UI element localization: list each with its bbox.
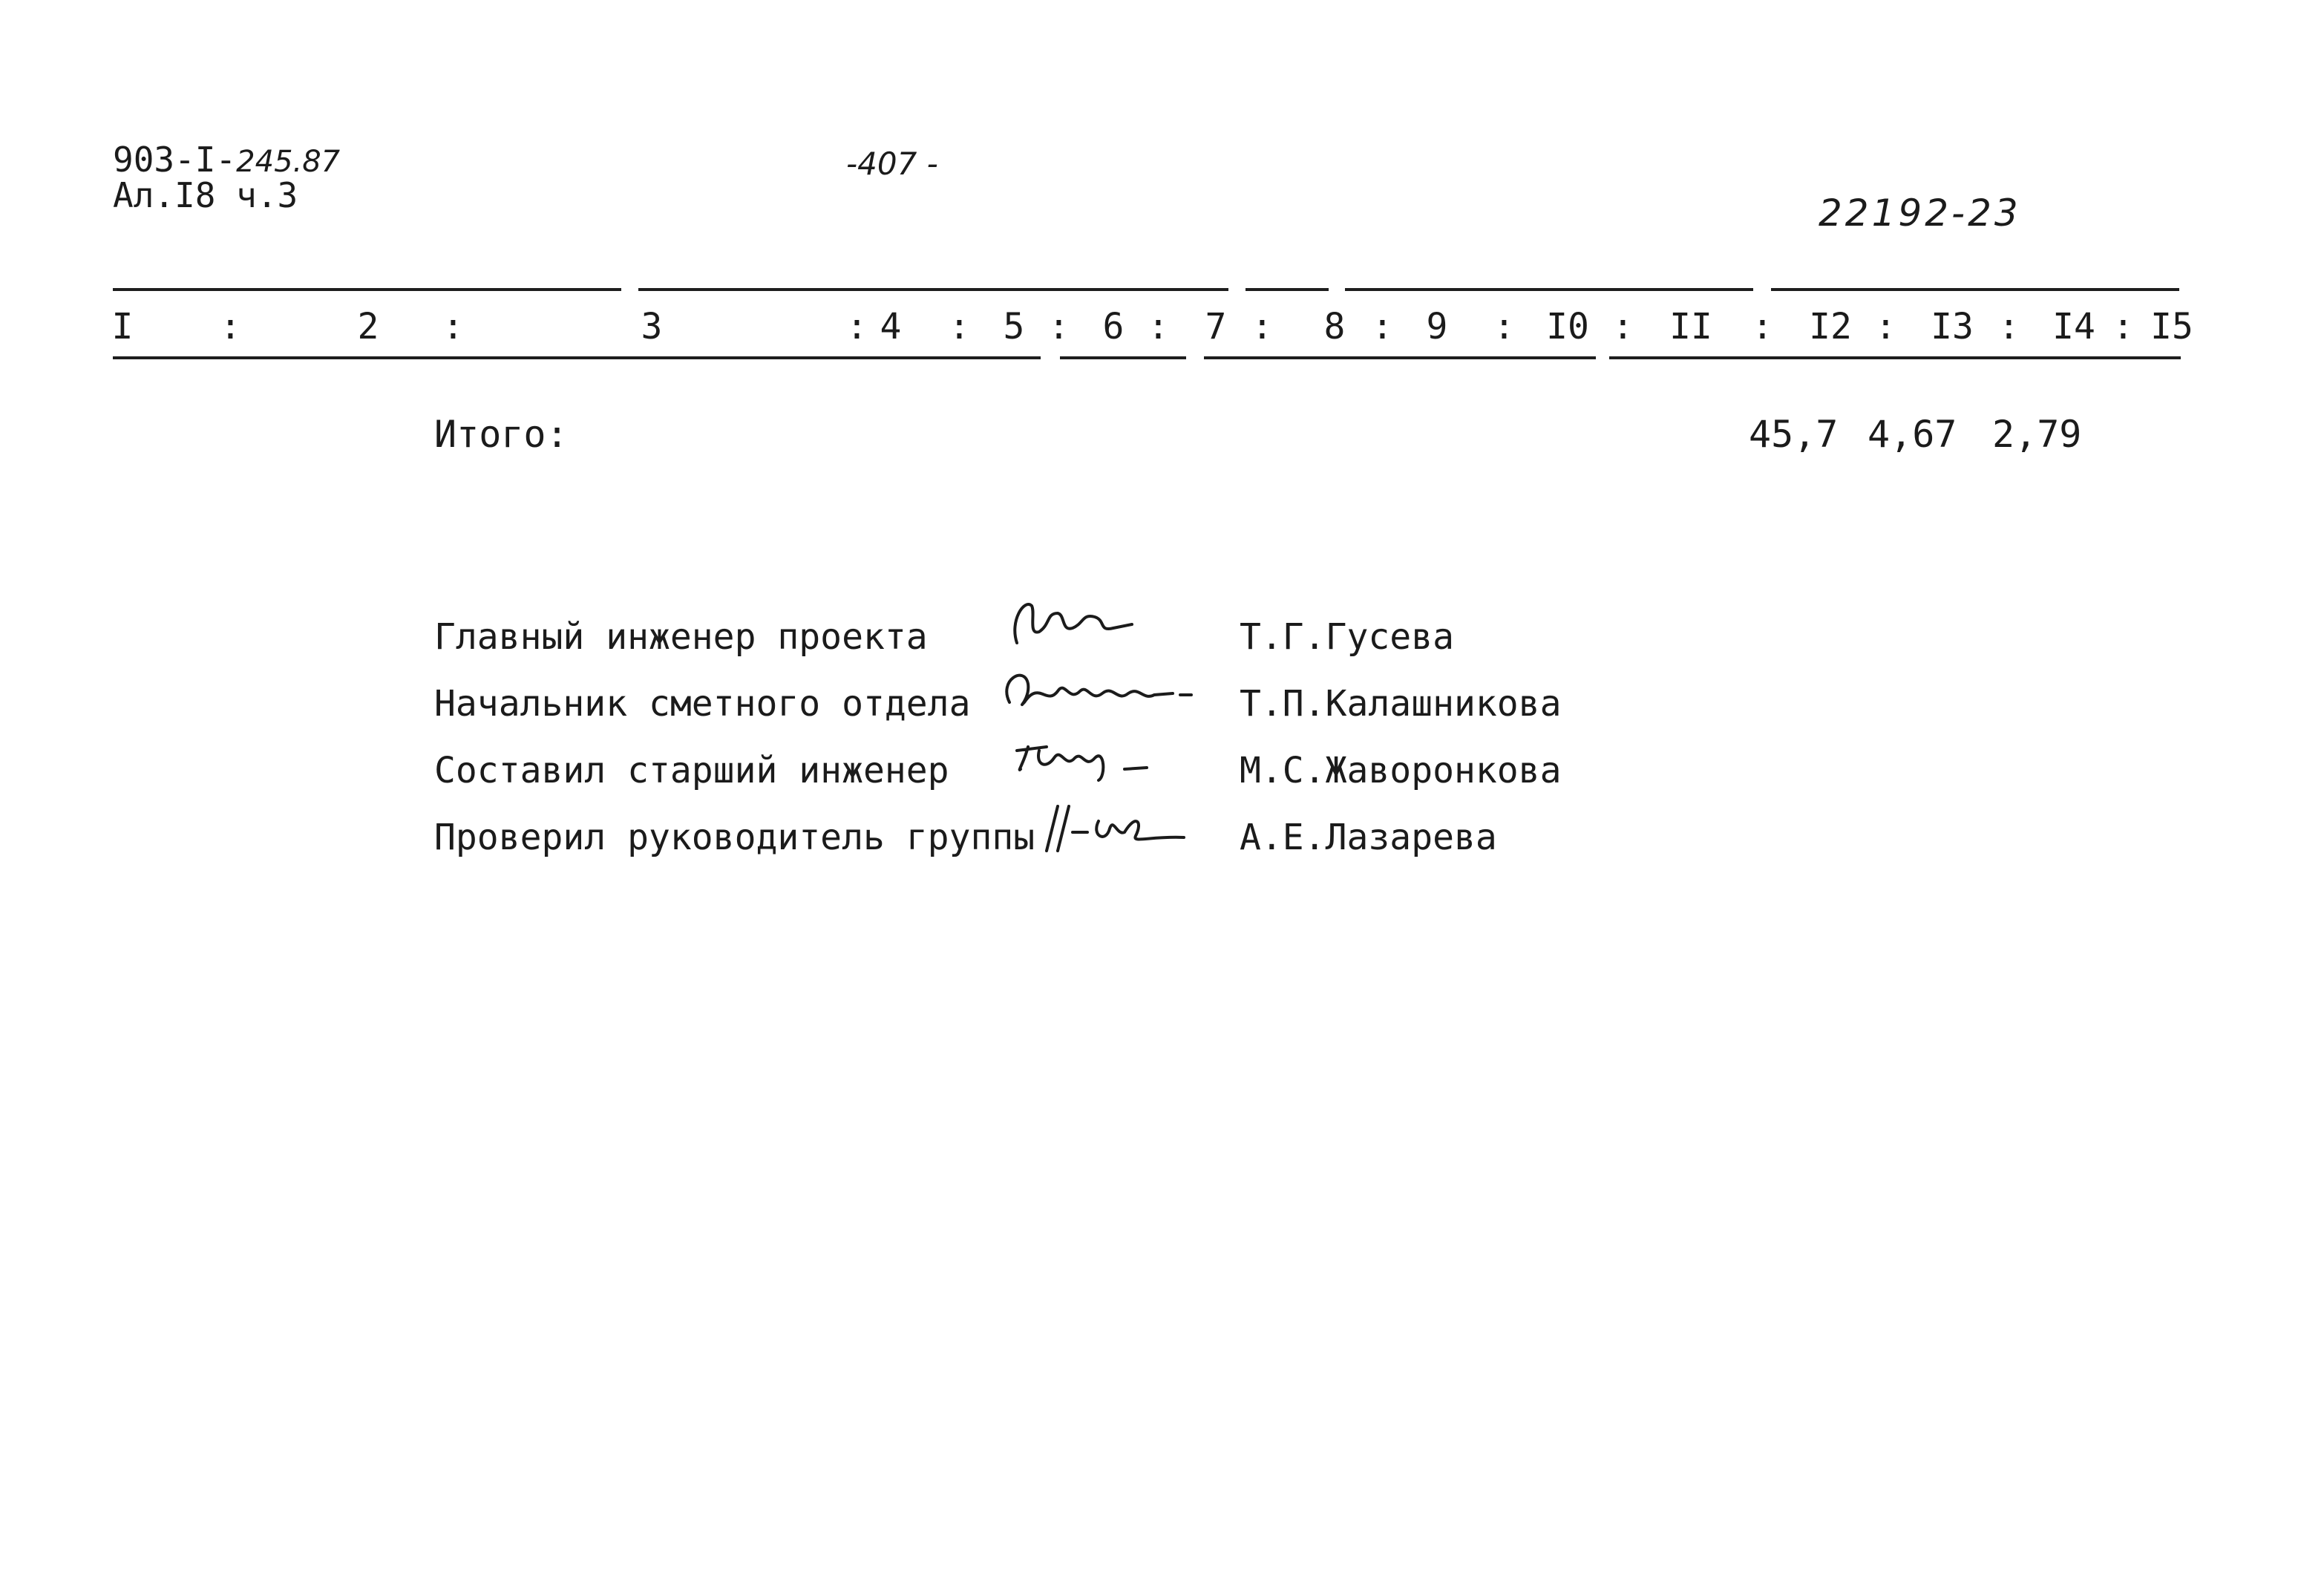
column-number: I — [111, 306, 134, 347]
column-separator: : — [1372, 306, 1393, 347]
totals-label: Итого: — [434, 413, 569, 456]
handwritten-signature — [995, 591, 1217, 658]
archive-number: 22192-23 — [1819, 192, 2021, 235]
total-value: 45,7 — [1749, 413, 1839, 456]
document-code-printed: 903-I- — [113, 140, 237, 180]
document-code — [113, 140, 340, 180]
column-number: 4 — [880, 306, 902, 347]
column-separator: : — [1048, 306, 1070, 347]
handwritten-signature — [995, 658, 1217, 725]
handwritten-signature — [995, 725, 1217, 791]
column-number: I0 — [1546, 306, 1589, 347]
document-code-handwritten: 245.87 — [236, 145, 341, 179]
column-separator: : — [220, 306, 241, 347]
column-separator: : — [2112, 306, 2134, 347]
rule-segment — [1060, 356, 1186, 359]
rule-segment — [1246, 288, 1329, 291]
signature-role: Составил старший инженер — [434, 750, 949, 791]
rule-segment — [113, 356, 1041, 359]
column-number: 8 — [1323, 306, 1346, 347]
rule-segment — [1609, 356, 2181, 359]
column-number: 7 — [1205, 306, 1227, 347]
column-number: I4 — [2052, 306, 2095, 347]
column-separator: : — [1148, 306, 1169, 347]
rule-segment — [1345, 288, 1753, 291]
column-separator: : — [442, 306, 464, 347]
page-number: -407 - — [846, 146, 938, 182]
column-separator: : — [1493, 306, 1515, 347]
column-number: 5 — [1003, 306, 1025, 347]
signatory-name: Т.П.Калашникова — [1240, 683, 1562, 725]
column-separator: : — [1875, 306, 1896, 347]
rule-segment — [1771, 288, 2179, 291]
signatory-name: А.Е.Лазарева — [1240, 817, 1497, 858]
handwritten-signature — [995, 791, 1217, 858]
column-separator: : — [949, 306, 970, 347]
column-number: 6 — [1102, 306, 1125, 347]
signature-role: Главный инженер проекта — [434, 616, 928, 658]
album-line: Ал.I8 ч.3 — [113, 175, 298, 215]
signature-role: Начальник сметного отдела — [434, 683, 971, 725]
signatory-name: Т.Г.Гусева — [1240, 616, 1454, 658]
column-separator: : — [1752, 306, 1773, 347]
rule-segment — [113, 288, 621, 291]
column-number: 3 — [641, 306, 663, 347]
rule-segment — [638, 288, 1228, 291]
rule-segment — [1204, 356, 1367, 359]
signature-role: Проверил руководитель группы — [434, 817, 1035, 858]
signatory-name: М.С.Жаворонкова — [1240, 750, 1562, 791]
column-separator: : — [1251, 306, 1273, 347]
column-separator: : — [1998, 306, 2020, 347]
column-number: 9 — [1426, 306, 1448, 347]
total-value: 2,79 — [1992, 413, 2082, 456]
column-number: II — [1669, 306, 1712, 347]
column-number: I2 — [1809, 306, 1852, 347]
column-number: I3 — [1931, 306, 1974, 347]
column-number: 2 — [357, 306, 379, 347]
rule-segment — [1366, 356, 1596, 359]
total-value: 4,67 — [1868, 413, 1957, 456]
column-separator: : — [1612, 306, 1634, 347]
column-number: I5 — [2150, 306, 2193, 347]
column-separator: : — [846, 306, 868, 347]
